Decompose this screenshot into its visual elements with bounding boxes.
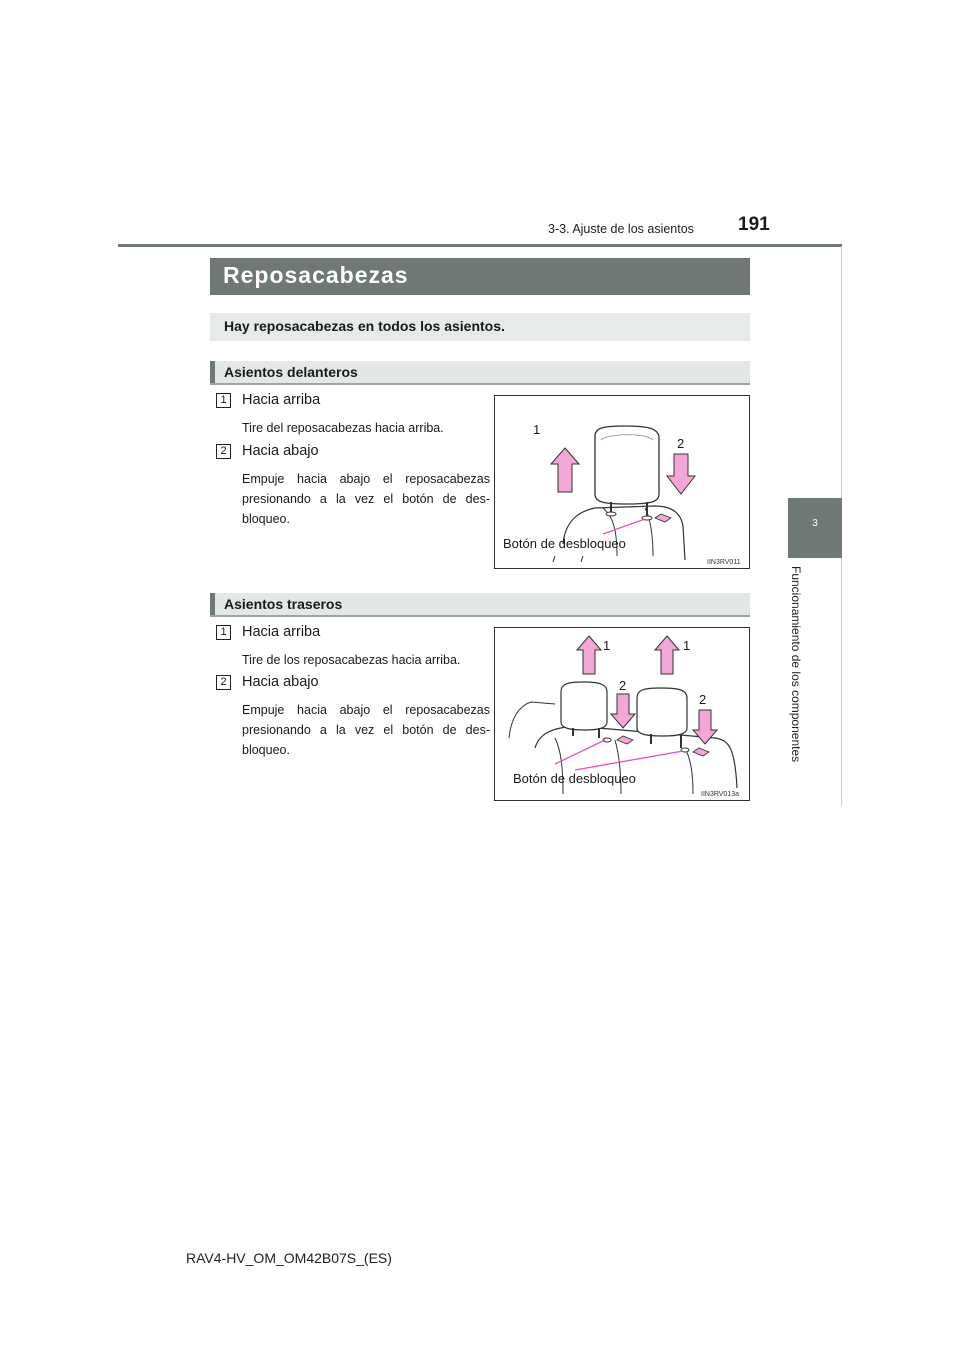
intro-box: Hay reposacabezas en todos los asientos. [210,313,750,341]
arrow-up-number: 1 [683,638,691,653]
running-head: 3-3. Ajuste de los asientos [548,222,694,236]
step-badge: 1 [216,625,231,640]
arrow-down-icon [667,454,695,494]
arrow-down-number: 2 [677,436,685,451]
figure-code: IIN3RV013a [701,791,740,798]
callout-line [575,751,683,770]
seat-marks [553,556,583,562]
headrest-right [637,688,687,736]
callout-line [555,740,605,764]
item-desc: Empuje hacia abajo el reposacabezas presionando a la vez el botón de des-bloqueo. [242,703,490,757]
item-desc: Tire del reposacabezas hacia arriba. [242,421,444,435]
callout-line [603,519,645,534]
item-title: Hacia arriba [242,624,321,640]
subsection-rear: Asientos traseros [210,593,750,617]
chapter-number: 3 [812,518,818,529]
arrow-down-icon [611,694,635,728]
arrow-up-icon [655,636,679,674]
step-badge: 1 [216,393,231,408]
rear-headrest-illustration [495,628,750,801]
item-desc: Tire de los reposacabezas hacia arriba. [242,653,461,667]
step-badge: 2 [216,675,231,690]
arrow-down-number: 2 [699,692,707,707]
headrest-left [561,682,607,730]
release-button-label: Botón de desbloqueo [503,536,626,551]
arrow-up-number: 1 [603,638,611,653]
button-pointer-icon [693,748,709,756]
arrow-up-icon [577,636,601,674]
button-pointer-icon [655,514,671,522]
chapter-tab[interactable] [788,498,842,558]
arrow-up-number: 1 [533,422,541,437]
arrow-down-icon [693,710,717,744]
chapter-side-title [790,566,802,778]
chapter-title: Funcionamiento de los componentes [789,566,803,763]
arrow-up-icon [551,448,579,492]
page-number: 191 [738,214,770,235]
header-rule [118,244,842,247]
subsection-front: Asientos delanteros [210,361,750,385]
item-title: Hacia arriba [242,392,321,408]
release-button-label: Botón de desbloqueo [513,771,636,786]
front-headrest-figure [494,395,750,569]
seat-back-outline [563,506,685,560]
button-pointer-icon [617,736,633,744]
step-badge: 2 [216,444,231,459]
section-title: Reposacabezas [210,258,750,295]
arrow-down-number: 2 [619,678,627,693]
item-title: Hacia abajo [242,674,319,690]
seat-seam [685,748,693,794]
item-title: Hacia abajo [242,443,319,459]
front-headrest-illustration [495,396,750,569]
rear-headrest-figure [494,627,750,801]
stay-collar [606,512,616,516]
document-code: RAV4-HV_OM_OM42B07S_(ES) [186,1250,392,1266]
item-desc: Empuje hacia abajo el reposacabezas presionando a la vez el botón de des-bloqueo. [242,472,490,526]
figure-code: IIN3RV011 [707,559,741,566]
